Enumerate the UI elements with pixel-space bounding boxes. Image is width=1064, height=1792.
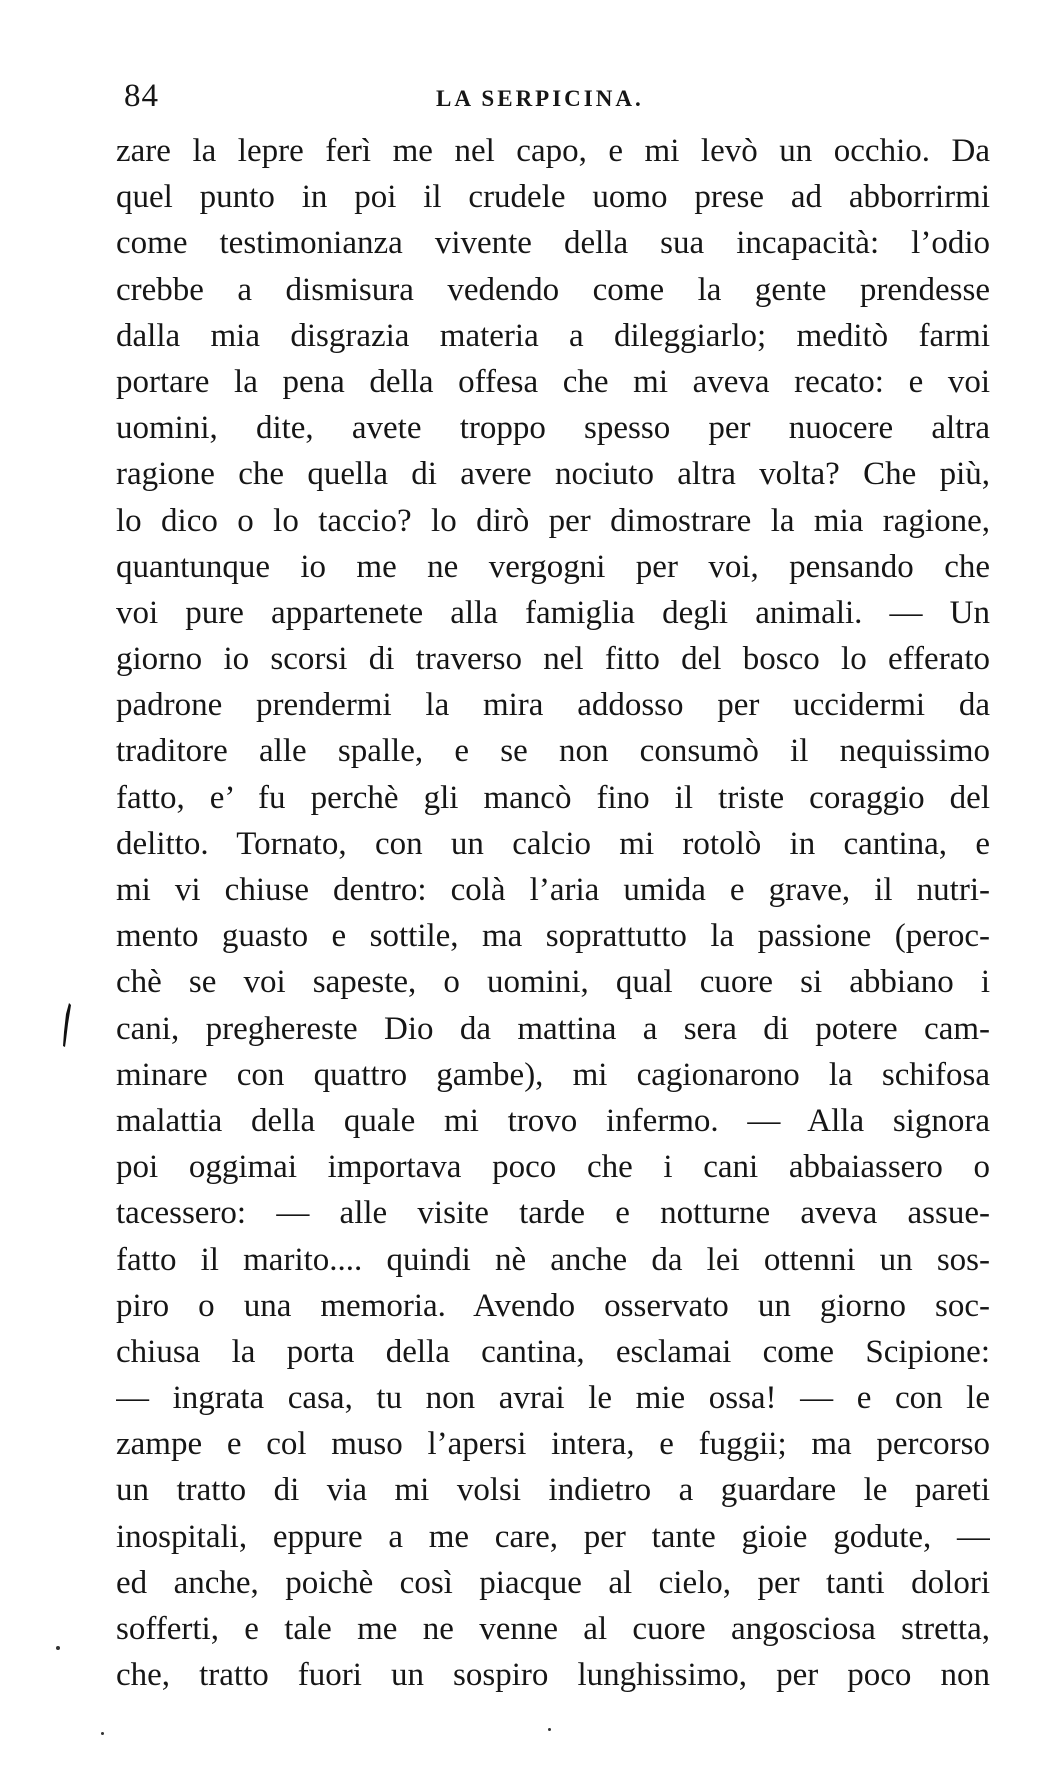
text-line: dalla mia disgrazia materia a dileggiarlo; meditò farmi [116, 317, 990, 354]
text-line: mento guasto e sottile, ma soprattutto la passione (peroc- [116, 918, 990, 955]
text-line: sofferti, e tale me ne venne al cuore angosciosa stretta, [116, 1611, 990, 1647]
text-line: mi vi chiuse dentro: colà l’aria umida e grave, il nutri- [116, 872, 990, 908]
text-line: padrone prendermi la mira addosso per uccidermi da [116, 687, 990, 724]
text-line: uomini, dite, avete troppo spesso per nuocere altra [116, 410, 990, 447]
text-line: un tratto di via mi volsi indietro a guardare le pareti [116, 1472, 990, 1509]
text-line: giorno io scorsi di traverso nel fitto del bosco lo efferato [116, 641, 990, 678]
text-line: piro o una memoria. Avendo osservato un giorno soc- [116, 1287, 990, 1324]
body-text [116, 128, 990, 1698]
text-line: crebbe a dismisura vedendo come la gente prendesse [116, 271, 990, 308]
text-line: zampe e col muso l’apersi intera, e fuggii; ma percorso [116, 1426, 990, 1463]
text-line: inospitali, eppure a me care, per tante gioie godute, — [116, 1518, 990, 1555]
text-line: ragione che quella di avere nociuto altra volta? Che più, [116, 456, 990, 493]
text-line: che, tratto fuori un sospiro lunghissimo, per poco non [116, 1657, 990, 1694]
text-line: delitto. Tornato, con un calcio mi rotolò in cantina, e [116, 825, 990, 862]
text-line: portare la pena della offesa che mi aveva recato: e voi [116, 363, 990, 400]
text-line: poi oggimai importava poco che i cani abbaiassero o [116, 1149, 990, 1186]
text-line: minare con quattro gambe), mi cagionarono la schifosa [116, 1056, 990, 1093]
scan-speck [56, 1646, 60, 1650]
text-line: come testimonianza vivente della sua incapacità: l’odio [116, 225, 990, 262]
text-line: tacessero: — alle visite tarde e notturne aveva assue- [116, 1195, 990, 1232]
page-number: 84 [124, 78, 159, 114]
text-line: traditore alle spalle, e se non consumò il nequissimo [116, 733, 990, 770]
text-line: — ingrata casa, tu non avrai le mie ossa! — e con le [116, 1380, 990, 1417]
text-line: ed anche, poichè così piacque al cielo, per tanti dolori [116, 1564, 990, 1601]
text-line: lo dico o lo taccio? lo dirò per dimostrare la mia ragione, [116, 502, 990, 539]
text-line: cani, preghereste Dio da mattina a sera di potere cam- [116, 1010, 990, 1047]
text-line: malattia della quale mi trovo infermo. — Alla signora [116, 1102, 990, 1139]
margin-mark [62, 1002, 72, 1048]
text-line: quel punto in poi il crudele uomo prese ad abborrirmi [116, 179, 990, 216]
page-header [120, 78, 988, 118]
text-line: zare la lepre ferì me nel capo, e mi levò un occhio. Da [116, 133, 990, 169]
scan-speck [101, 1732, 104, 1735]
running-title: LA SERPICINA. [436, 86, 644, 111]
text-line: voi pure appartenete alla famiglia degli animali. — Un [116, 594, 990, 631]
text-line: chiusa la porta della cantina, esclamai come Scipione: [116, 1333, 990, 1370]
text-line: fatto il marito.... quindi nè anche da lei ottenni un sos- [116, 1241, 990, 1278]
text-line: fatto, e’ fu perchè gli mancò fino il triste coraggio del [116, 779, 990, 816]
scan-speck [548, 1728, 551, 1731]
text-line: chè se voi sapeste, o uomini, qual cuore si abbiano i [116, 964, 990, 1001]
text-line: quantunque io me ne vergogni per voi, pensando che [116, 548, 990, 585]
